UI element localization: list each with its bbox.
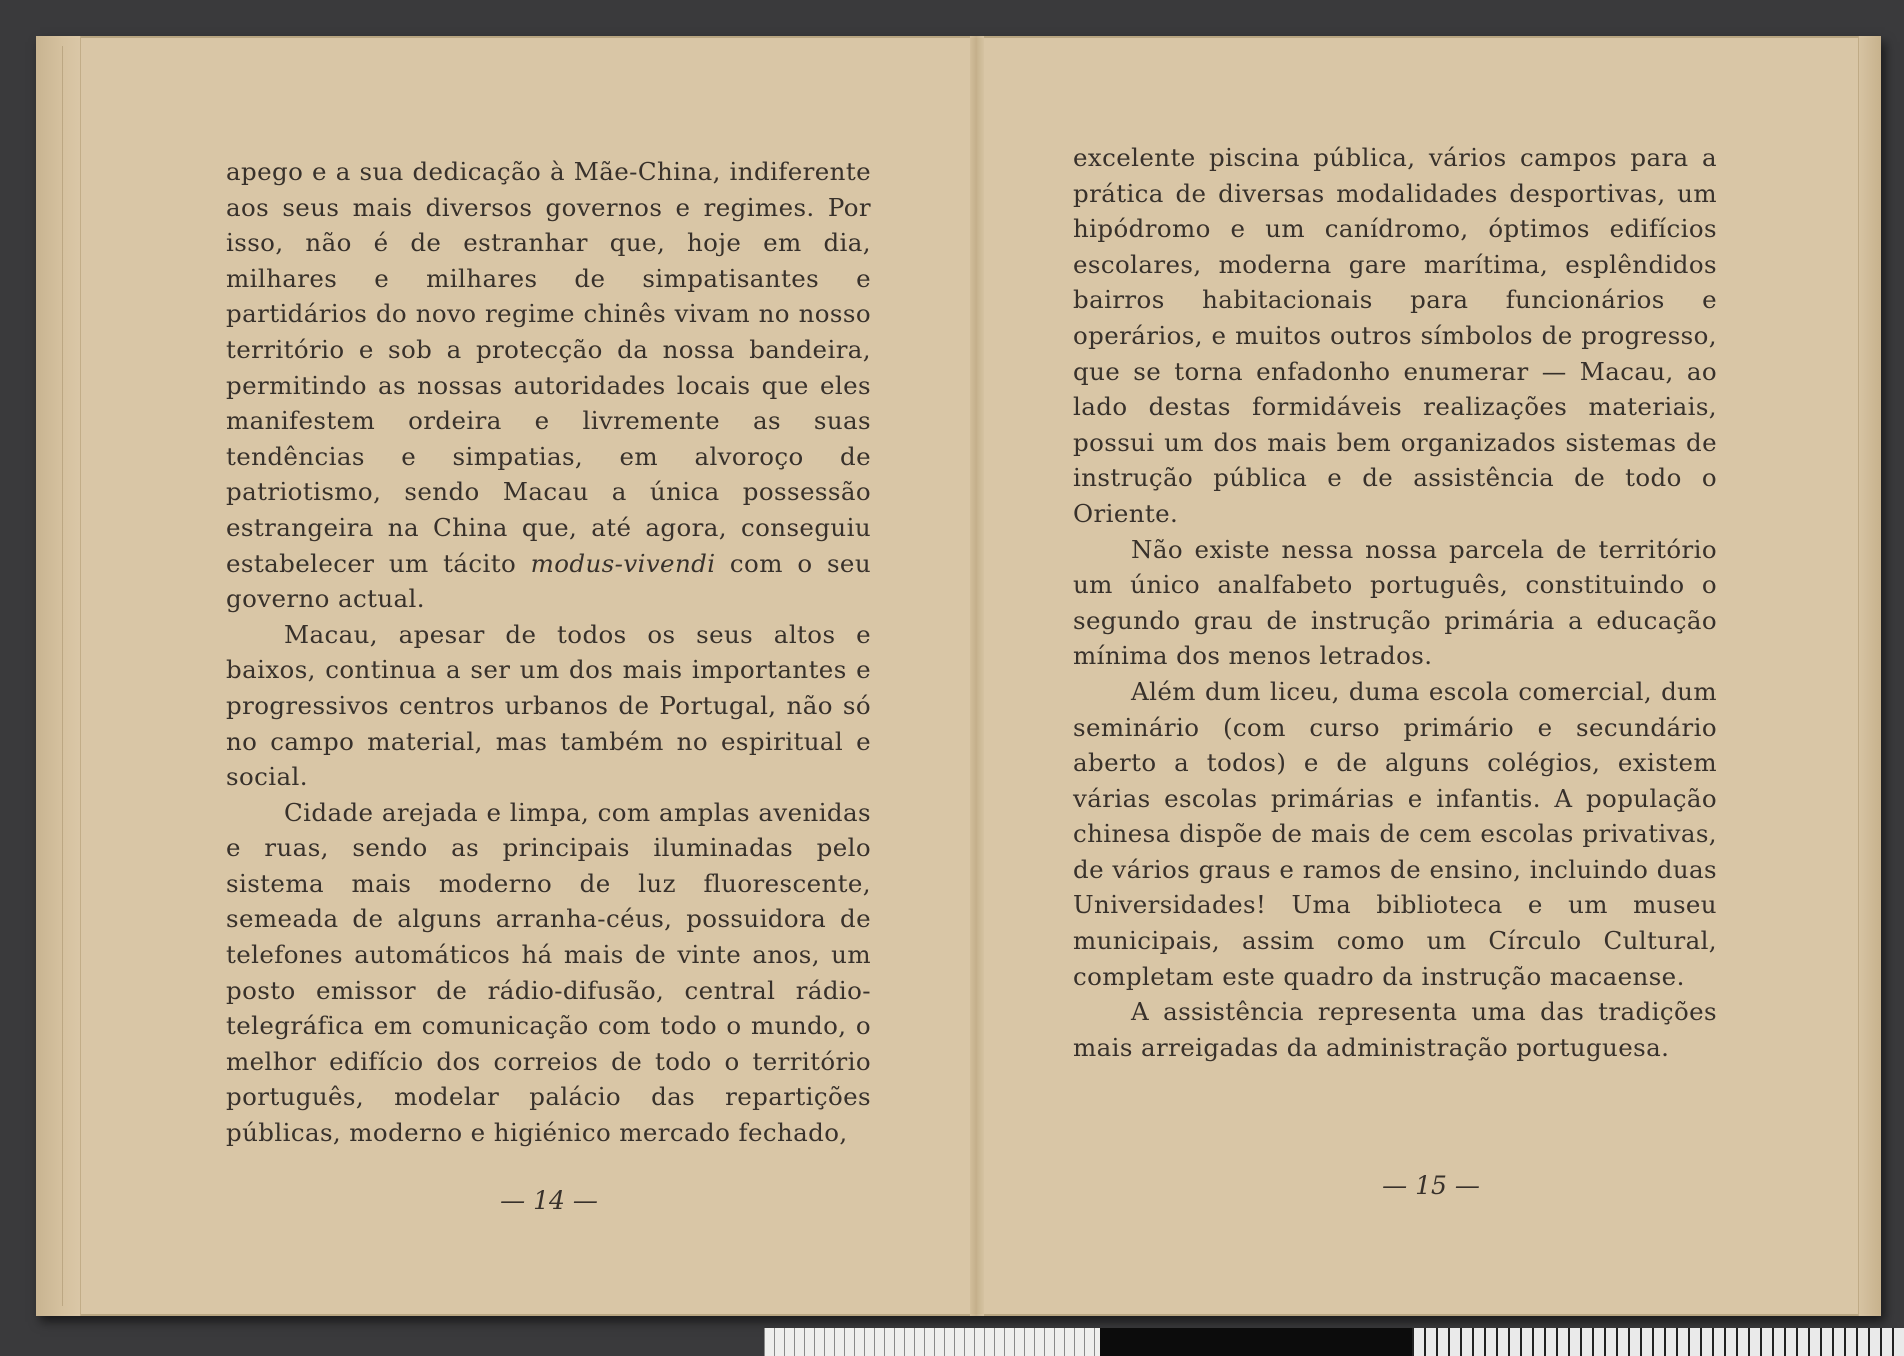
ruler-black-bar: [1100, 1328, 1412, 1356]
scale-ruler: [764, 1328, 1904, 1356]
right-paragraph-4: A assistência representa uma das tradições mais arreigadas da administração portuguesa.: [1073, 997, 1717, 1062]
left-paragraph-3: Cidade arejada e limpa, com amplas avenidas e ruas, sendo as principais iluminadas pelo sistema mais moderno de luz fluorescente, semeada de alguns arranha-céus, possuidora de telefones automáticos há mais de vinte anos, um posto emissor de rádio-difusão, central rádio-telegráfica em comunicação com todo o mundo, o melhor edifício dos correios de todo o território português, modelar palácio das repartições públicas, moderno e higiénico mercado fechado,: [226, 797, 871, 1148]
left-page-number: — 14 —: [500, 1186, 598, 1215]
open-book: [36, 36, 1881, 1316]
left-page: [80, 36, 970, 1316]
right-page: [984, 36, 1859, 1316]
right-paragraph-3: Além dum liceu, duma escola comercial, dum seminário (com curso primário e secundário aberto a todos) e de alguns colégios, existem várias escolas primárias e infantis. A população chinesa dispõe de mais de cem escolas privativas, de vários graus e ramos de ensino, incluindo duas Universidades! Uma biblioteca e um museu municipais, assim como um Círculo Cultural, completam este quadro da instrução macaense.: [1073, 676, 1717, 991]
book-left-edge: [36, 36, 81, 1316]
book-right-edge: [1858, 36, 1881, 1316]
ruler-ticks-dark: [1412, 1328, 1904, 1356]
left-paragraph-2: Macau, apesar de todos os seus altos e baixos, continua a ser um dos mais importantes e progressivos centros urbanos de Portugal, não só no campo material, mas também no espiritual e social.: [226, 619, 871, 792]
left-paragraph-1: apego e a sua dedicação à Mãe-China, indiferente aos seus mais diversos governos e regimes. Por isso, não é de estranhar que, hoje em dia, milhares e milhares de simpatisantes e partidários do novo regime chinês vivam no nosso território e sob a protecção da nossa bandeira, permitindo as nossas autoridades locais que eles manifestem ordeira e livremente as suas tendências e simpatias, em alvoroço de patriotismo, sendo Macau a única possessão estrangeira na China que, até agora, conseguiu estabelecer um tácito modus-vivendi com o seu governo actual.: [226, 157, 871, 614]
ruler-ticks: [764, 1328, 1100, 1356]
book-gutter: [970, 36, 984, 1316]
right-page-text: [1073, 140, 1717, 1065]
latin-phrase: modus-vivendi: [530, 548, 716, 578]
right-paragraph-1: excelente piscina pública, vários campos para a prática de diversas modalidades desportivas, um hipódromo e um canídromo, óptimos edifícios escolares, moderna gare marítima, esplêndidos bairros habitacionais para funcionários e operários, e muitos outros símbolos de progresso, que se torna enfadonho enumerar — Macau, ao lado destas formidáveis realizações materiais, possui um dos mais bem organizados sistemas de instrução pública e de assistência de todo o Oriente.: [1073, 143, 1717, 528]
left-page-text: [226, 154, 871, 1151]
right-paragraph-2: Não existe nessa nossa parcela de território um único analfabeto português, constituindo o segundo grau de instrução primária a educação mínima dos menos letrados.: [1073, 534, 1717, 671]
right-page-number: — 15 —: [1382, 1171, 1480, 1200]
